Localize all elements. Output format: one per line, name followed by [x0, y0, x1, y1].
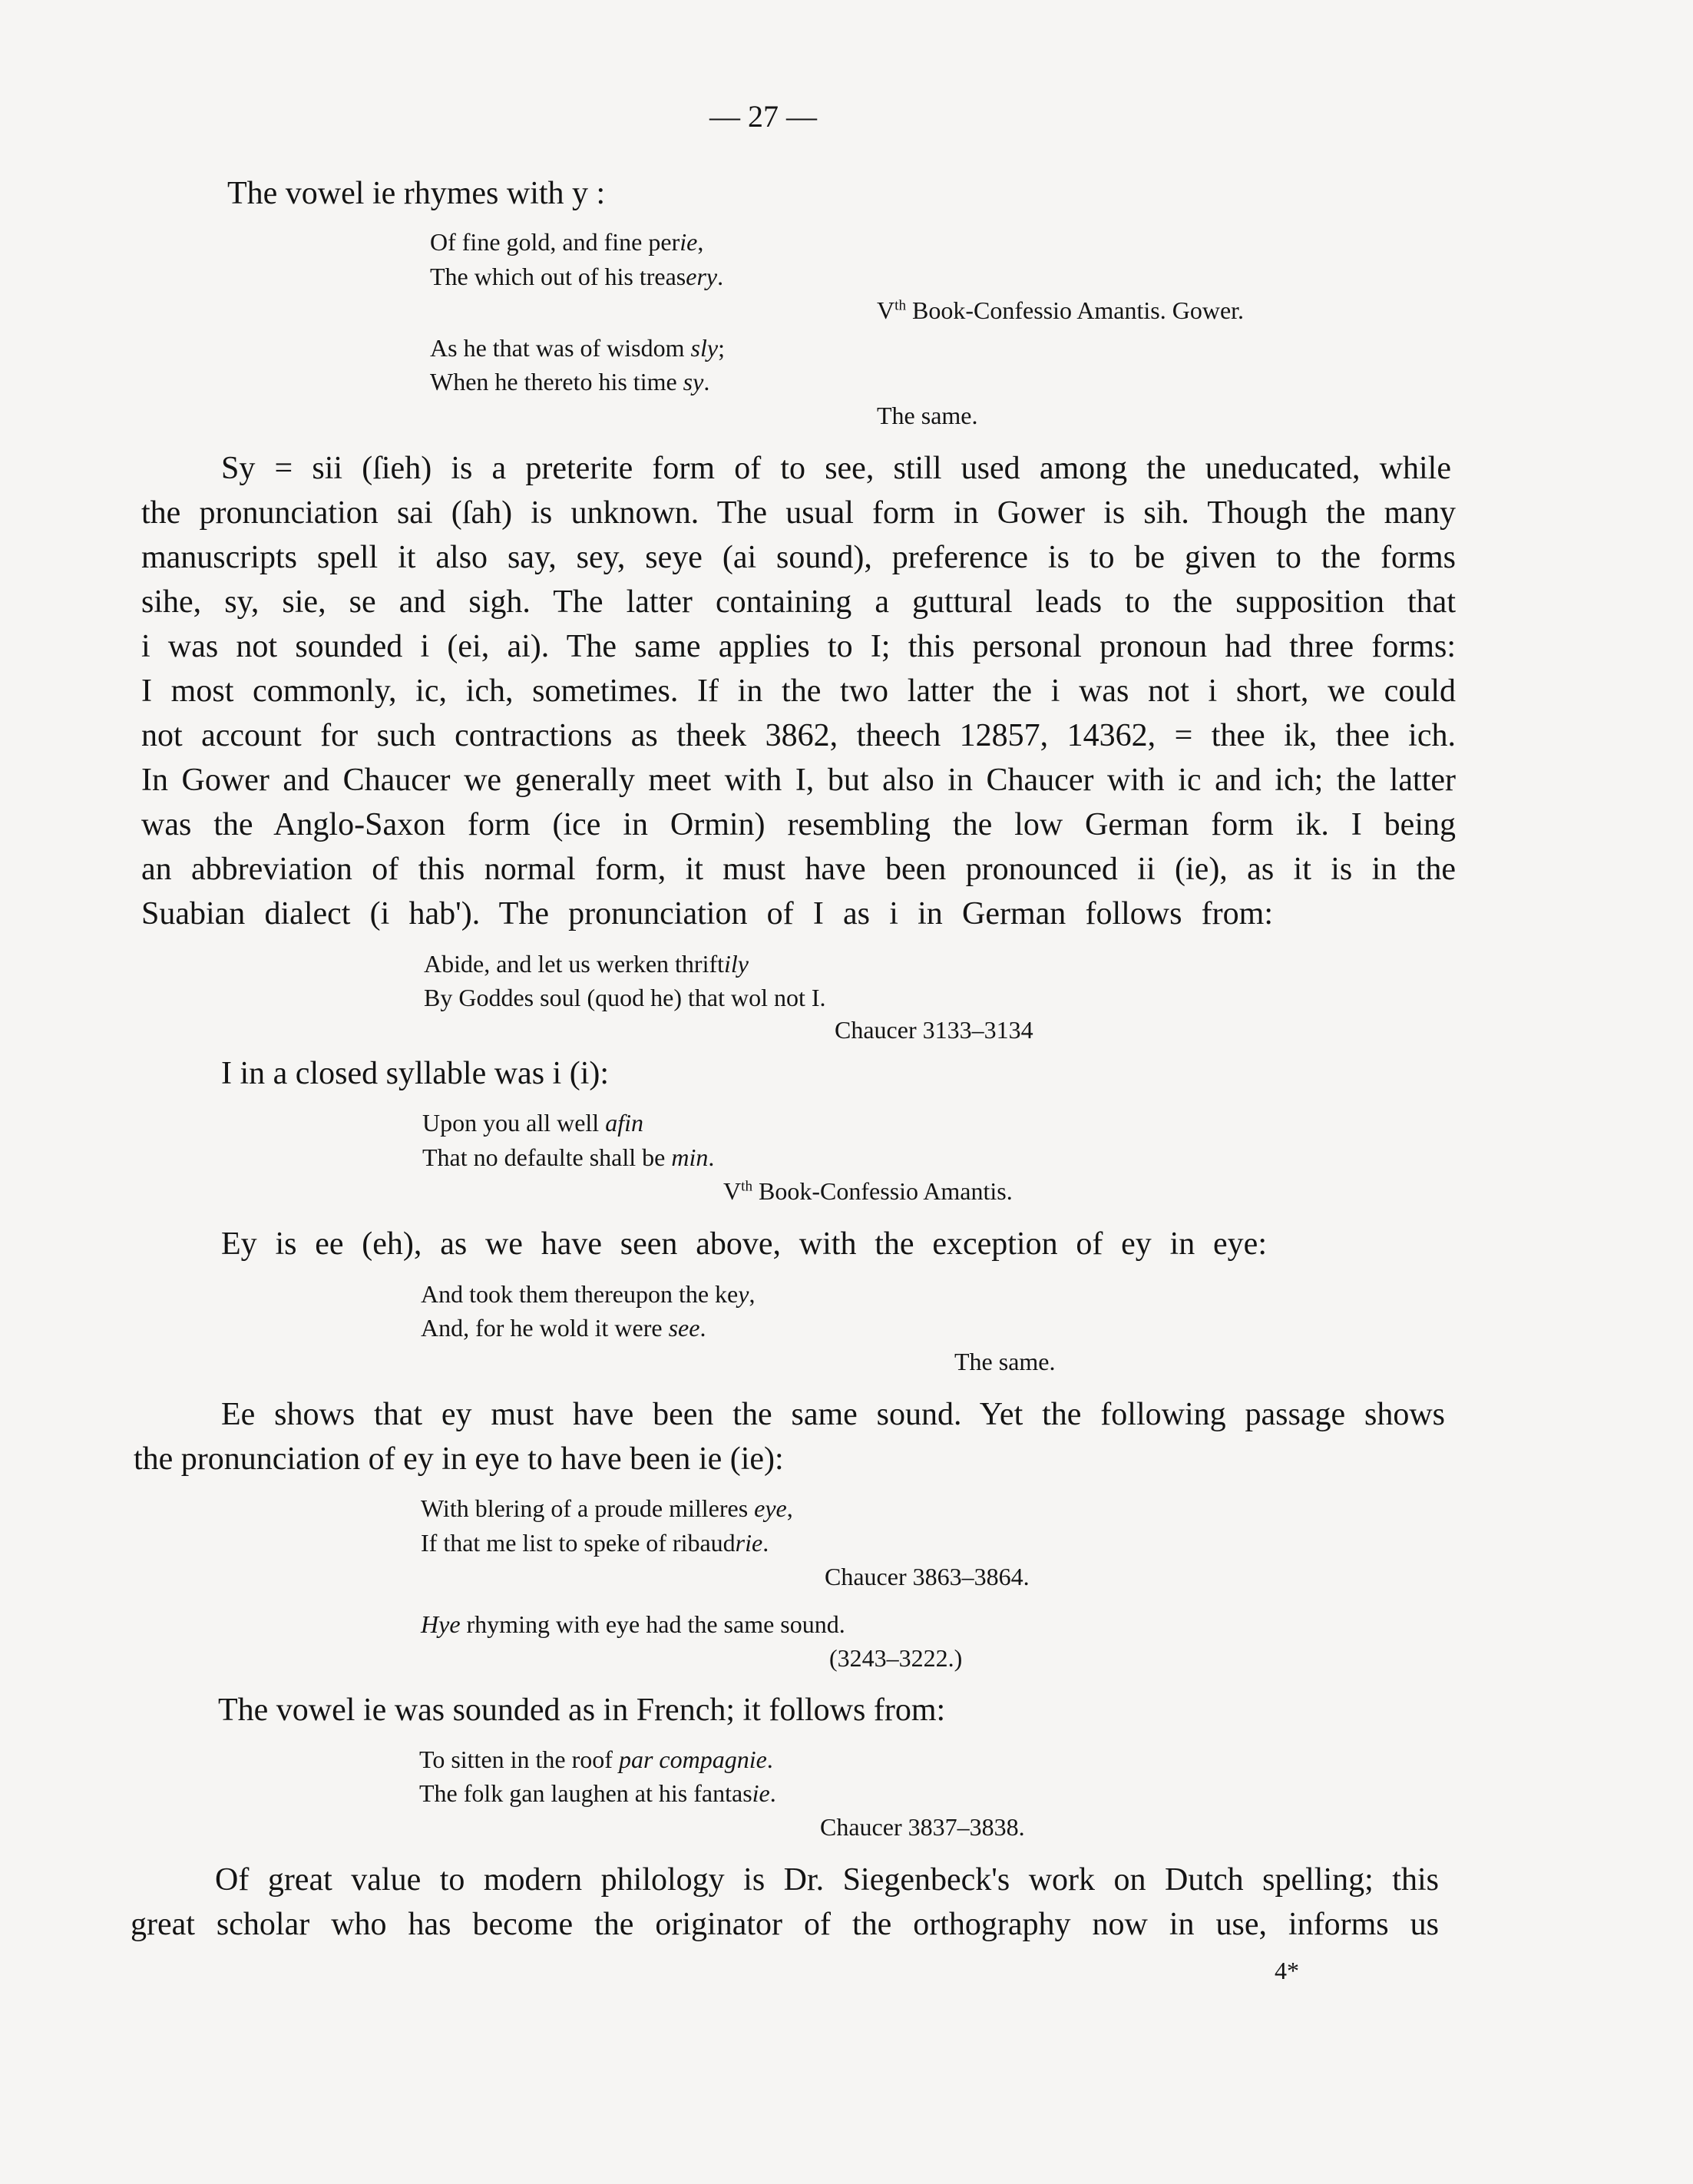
quote6-line1: With blering of a proude milleres eye, — [421, 1494, 793, 1522]
quote1-line1: Of fine gold, and fine perie, — [430, 228, 704, 256]
quote4-source: Vth Book-Confessio Amantis. — [723, 1177, 1013, 1205]
quote1-source: Vth Book-Confessio Amantis. Gower. — [877, 296, 1245, 324]
para1-line7: not account for such contractions as theek 3862, theech 12857, 14362, = thee ik, thee ich. — [141, 718, 1456, 753]
final-para-line2: great scholar who has become the originator of the orthography now in use, informs us — [131, 1907, 1439, 1942]
french-line: The vowel ie was sounded as in French; it follows from: — [218, 1693, 946, 1728]
quote3-source: Chaucer 3133–3134 — [835, 1016, 1033, 1044]
intro-ie-y: The vowel ie rhymes with y : — [227, 176, 606, 211]
quote6-line2: If that me list to speke of ribaudrie. — [421, 1529, 769, 1557]
quote2-line1: As he that was of wisdom sly; — [430, 334, 725, 362]
para1-line9: was the Anglo-Saxon form (ice in Ormin) resembling the low German form ik. I being — [141, 807, 1456, 842]
para1-line6: I most commonly, ic, ich, sometimes. If in the two latter the i was not i short, we could — [141, 673, 1456, 709]
quote7-line1: To sitten in the roof par compagnie. — [419, 1746, 773, 1773]
para1-line4: sihe, sy, sie, se and sigh. The latter containing a guttural leads to the supposition that — [141, 584, 1456, 620]
quote1-line2: The which out of his treasery. — [430, 263, 724, 290]
para1-line3: manuscripts spell it also say, sey, seye (ai sound), preference is to be given to the forms — [141, 540, 1456, 575]
final-para-line1: Of great value to modern philology is Dr. Siegenbeck's work on Dutch spelling; this — [215, 1862, 1439, 1898]
para1-line8: In Gower and Chaucer we generally meet with I, but also in Chaucer with ic and ich; the latter — [141, 763, 1456, 798]
quote6-source: Chaucer 3863–3864. — [825, 1563, 1030, 1590]
para1-line2: the pronunciation sai (ſah) is unknown. The usual form in Gower is sih. Though the many — [141, 495, 1456, 531]
quote4-line2: That no defaulte shall be min. — [422, 1143, 715, 1171]
para1-line5: i was not sounded i (ei, ai). The same applies to I; this personal pronoun had three forms: — [141, 629, 1456, 664]
quote4-line1: Upon you all well afin — [422, 1109, 643, 1137]
quote2-source: The same. — [877, 402, 978, 429]
quote3-line2: By Goddes soul (quod he) that wol not I. — [424, 984, 826, 1011]
quote7-source: Chaucer 3837–3838. — [820, 1813, 1025, 1841]
closed-syllable-line: I in a closed syllable was i (i): — [221, 1056, 610, 1091]
ee-para-line2: the pronunciation of ey in eye to have been ie (ie): — [134, 1441, 784, 1477]
hye-reference: (3243–3222.) — [829, 1644, 963, 1672]
ey-line: Ey is ee (eh), as we have seen above, with the exception of ey in eye: — [221, 1226, 1267, 1262]
para1-line10: an abbreviation of this normal form, it must have been pronounced ii (ie), as it is in the — [141, 852, 1456, 887]
quote5-source: The same. — [954, 1348, 1056, 1375]
signature-mark: 4* — [1275, 1957, 1299, 1984]
ee-para-line1: Ee shows that ey must have been the same sound. Yet the following passage shows — [221, 1397, 1445, 1432]
quote3-line1: Abide, and let us werken thriftily — [424, 950, 749, 978]
quote7-line2: The folk gan laughen at his fantasie. — [419, 1779, 776, 1807]
para1-line11: Suabian dialect (i hab'). The pronunciation of I as i in German follows from: — [141, 896, 1273, 932]
quote5-line2: And, for he wold it were see. — [421, 1314, 706, 1342]
hye-line: Hye rhyming with eye had the same sound. — [421, 1610, 845, 1638]
quote5-line1: And took them thereupon the key, — [421, 1280, 756, 1308]
quote2-line2: When he thereto his time sy. — [430, 368, 710, 395]
page-number: — 27 — — [709, 99, 817, 134]
para1-line1: Sy = sii (ſieh) is a preterite form of to see, still used among the uneducated, while — [221, 451, 1451, 486]
